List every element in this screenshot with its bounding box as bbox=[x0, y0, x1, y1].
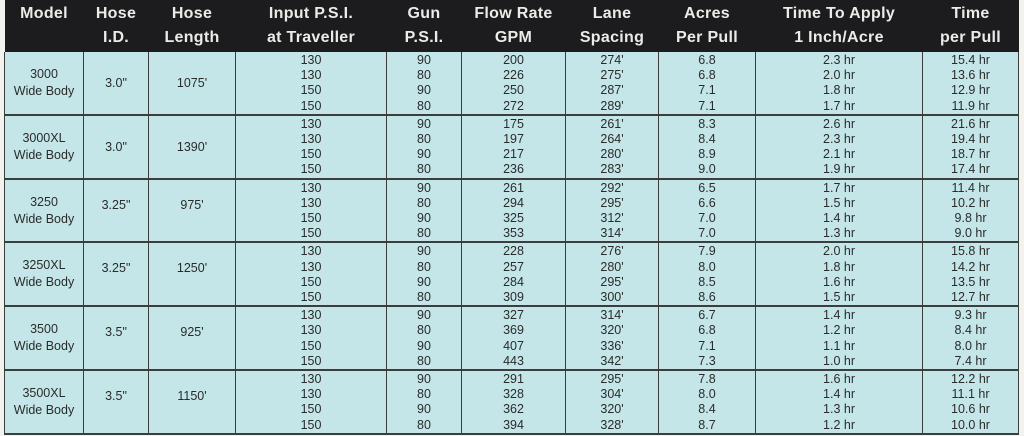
lane-spacing-value: 320' bbox=[600, 323, 624, 338]
flow-rate-value: 291 bbox=[503, 372, 524, 387]
cell-time-to-apply bbox=[756, 52, 923, 115]
acres-per-pull-value: 7.3 bbox=[698, 353, 716, 368]
input-psi-value: 150 bbox=[300, 162, 322, 177]
time-per-pull-value: 12.2 hr bbox=[951, 372, 990, 387]
acres-per-pull-value: 6.5 bbox=[698, 180, 716, 195]
header-line2: GPM bbox=[494, 29, 533, 46]
model-name-body: Wide Body bbox=[13, 275, 75, 290]
cell-flow-rate bbox=[462, 179, 566, 243]
cell-input-psi bbox=[236, 306, 387, 370]
input-psi-value: 150 bbox=[300, 98, 322, 113]
flow-rate-value: 228 bbox=[503, 244, 524, 259]
flow-rate-value: 362 bbox=[503, 402, 524, 417]
cell-gun-psi bbox=[387, 370, 462, 434]
input-psi-value: 150 bbox=[300, 274, 322, 289]
time-per-pull-value: 8.0 hr bbox=[954, 338, 987, 353]
input-psi-value: 130 bbox=[300, 132, 322, 147]
lane-spacing-value: 295' bbox=[600, 372, 624, 387]
cell-input-psi bbox=[236, 242, 387, 306]
gun-psi-value: 80 bbox=[417, 387, 431, 402]
cell-acres-per-pull bbox=[659, 242, 756, 306]
spec-table-container bbox=[4, 0, 1020, 432]
column-header-input-psi bbox=[236, 0, 387, 52]
input-psi-value: 150 bbox=[300, 147, 322, 162]
gun-psi-value: 90 bbox=[417, 83, 431, 98]
gun-psi-value: 90 bbox=[417, 147, 431, 162]
flow-rate-value: 272 bbox=[503, 98, 524, 113]
acres-per-pull-value: 7.1 bbox=[698, 338, 716, 353]
cell-time-per-pull bbox=[923, 306, 1019, 370]
lane-spacing-value: 328' bbox=[600, 417, 624, 432]
input-psi-value: 130 bbox=[300, 68, 322, 83]
lane-spacing-value: 314' bbox=[600, 308, 624, 323]
time-per-pull-value: 8.4 hr bbox=[954, 323, 987, 338]
gun-psi-value: 80 bbox=[417, 195, 431, 210]
input-psi-value: 130 bbox=[300, 180, 322, 195]
time-per-pull-value: 13.5 hr bbox=[951, 274, 990, 289]
gun-psi-value: 80 bbox=[417, 162, 431, 177]
model-name-number: 3000 bbox=[30, 66, 58, 81]
acres-per-pull-value: 7.1 bbox=[698, 83, 716, 98]
input-psi-value: 130 bbox=[300, 323, 322, 338]
model-group-row bbox=[5, 242, 1019, 306]
flow-rate-value: 327 bbox=[503, 308, 524, 323]
cell-model bbox=[5, 52, 84, 115]
model-group-row bbox=[5, 52, 1019, 115]
cell-hose-length: 1390' bbox=[149, 115, 236, 179]
header-line1: Flow Rate bbox=[474, 5, 553, 22]
time-per-pull-value: 21.6 hr bbox=[951, 116, 990, 131]
time-per-pull-value: 12.9 hr bbox=[951, 83, 990, 98]
cell-hose-id: 3.0" bbox=[84, 52, 149, 115]
input-psi-value: 150 bbox=[300, 211, 322, 226]
gun-psi-value: 90 bbox=[417, 338, 431, 353]
acres-per-pull-value: 7.0 bbox=[698, 211, 716, 226]
column-header-lane-spacing bbox=[566, 0, 659, 52]
flow-rate-value: 284 bbox=[503, 274, 524, 289]
time-per-pull-value: 10.2 hr bbox=[951, 195, 990, 210]
lane-spacing-value: 289' bbox=[600, 98, 624, 113]
cell-hose-id: 3.5" bbox=[84, 370, 149, 434]
input-psi-value: 150 bbox=[300, 290, 322, 305]
flow-rate-value: 261 bbox=[503, 180, 524, 195]
time-to-apply-value: 1.1 hr bbox=[823, 338, 855, 353]
cell-gun-psi bbox=[387, 242, 462, 306]
flow-rate-value: 394 bbox=[503, 417, 524, 432]
table-header bbox=[5, 0, 1019, 52]
acres-per-pull-value: 8.3 bbox=[698, 116, 716, 131]
column-header-acres-per-pull bbox=[659, 0, 756, 52]
input-psi-value: 130 bbox=[300, 308, 322, 323]
cell-input-psi bbox=[236, 370, 387, 434]
model-name-number: 3250XL bbox=[22, 258, 66, 273]
cell-hose-length: 1250' bbox=[149, 242, 236, 306]
model-name-number: 3250 bbox=[30, 194, 58, 209]
cell-hose-id: 3.25" bbox=[84, 179, 149, 243]
cell-gun-psi bbox=[387, 115, 462, 179]
cell-hose-length: 1150' bbox=[149, 370, 236, 434]
cell-hose-length: 1075' bbox=[149, 52, 236, 115]
input-psi-value: 150 bbox=[300, 338, 322, 353]
lane-spacing-value: 275' bbox=[600, 68, 624, 83]
column-header-hose-id bbox=[84, 0, 149, 52]
cell-lane-spacing bbox=[566, 370, 659, 434]
lane-spacing-value: 300' bbox=[600, 290, 624, 305]
lane-spacing-value: 320' bbox=[600, 402, 624, 417]
time-to-apply-value: 1.6 hr bbox=[823, 372, 855, 387]
cell-time-per-pull bbox=[923, 242, 1019, 306]
cell-lane-spacing bbox=[566, 115, 659, 179]
time-per-pull-value: 19.4 hr bbox=[951, 132, 990, 147]
model-name-body: Wide Body bbox=[13, 83, 75, 98]
time-per-pull-value: 9.3 hr bbox=[954, 308, 987, 323]
header-line1: Acres bbox=[684, 5, 730, 22]
lane-spacing-value: 295' bbox=[600, 274, 624, 289]
gun-psi-value: 80 bbox=[417, 259, 431, 274]
input-psi-value: 130 bbox=[300, 259, 322, 274]
header-line1: Gun bbox=[407, 5, 441, 22]
input-psi-value: 130 bbox=[300, 244, 322, 259]
acres-per-pull-value: 7.0 bbox=[698, 226, 716, 241]
time-to-apply-value: 1.4 hr bbox=[823, 387, 855, 402]
flow-rate-value: 369 bbox=[503, 323, 524, 338]
acres-per-pull-value: 9.0 bbox=[698, 162, 716, 177]
flow-rate-value: 250 bbox=[503, 83, 524, 98]
time-per-pull-value: 18.7 hr bbox=[951, 147, 990, 162]
cell-lane-spacing bbox=[566, 306, 659, 370]
time-to-apply-value: 1.9 hr bbox=[823, 162, 855, 177]
cell-input-psi bbox=[236, 115, 387, 179]
cell-time-per-pull bbox=[923, 370, 1019, 434]
time-to-apply-value: 1.8 hr bbox=[823, 259, 855, 274]
time-to-apply-value: 1.7 hr bbox=[823, 180, 855, 195]
flow-rate-value: 309 bbox=[503, 290, 524, 305]
time-per-pull-value: 12.7 hr bbox=[951, 290, 990, 305]
cell-model bbox=[5, 242, 84, 306]
time-to-apply-value: 2.0 hr bbox=[823, 244, 855, 259]
input-psi-value: 130 bbox=[300, 387, 322, 402]
time-per-pull-value: 10.0 hr bbox=[951, 417, 990, 432]
header-line1: Input P.S.I. bbox=[268, 5, 354, 22]
column-header-gun-psi bbox=[387, 0, 462, 52]
flow-rate-value: 236 bbox=[503, 162, 524, 177]
cell-input-psi bbox=[236, 52, 387, 115]
cell-flow-rate bbox=[462, 52, 566, 115]
flow-rate-value: 325 bbox=[503, 211, 524, 226]
cell-lane-spacing bbox=[566, 179, 659, 243]
time-per-pull-value: 14.2 hr bbox=[951, 259, 990, 274]
cell-gun-psi bbox=[387, 179, 462, 243]
header-line1: Lane bbox=[592, 5, 632, 22]
cell-time-to-apply bbox=[756, 115, 923, 179]
model-group-row bbox=[5, 370, 1019, 434]
cell-acres-per-pull bbox=[659, 52, 756, 115]
time-to-apply-value: 1.8 hr bbox=[823, 83, 855, 98]
gun-psi-value: 80 bbox=[417, 68, 431, 83]
time-per-pull-value: 7.4 hr bbox=[954, 353, 987, 368]
gun-psi-value: 90 bbox=[417, 180, 431, 195]
lane-spacing-value: 287' bbox=[600, 83, 624, 98]
gun-psi-value: 90 bbox=[417, 308, 431, 323]
time-to-apply-value: 1.4 hr bbox=[823, 211, 855, 226]
acres-per-pull-value: 8.9 bbox=[698, 147, 716, 162]
acres-per-pull-value: 6.8 bbox=[698, 53, 716, 67]
column-header-time-to-apply bbox=[756, 0, 923, 52]
acres-per-pull-value: 8.0 bbox=[698, 259, 716, 274]
time-per-pull-value: 9.0 hr bbox=[954, 226, 987, 241]
gun-psi-value: 90 bbox=[417, 116, 431, 131]
header-line2: per Pull bbox=[939, 29, 1002, 46]
input-psi-value: 150 bbox=[300, 402, 322, 417]
column-header-time-per-pull bbox=[923, 0, 1019, 52]
time-to-apply-value: 1.5 hr bbox=[823, 290, 855, 305]
header-line2: at Traveller bbox=[266, 29, 356, 46]
time-per-pull-value: 15.4 hr bbox=[951, 53, 990, 67]
lane-spacing-value: 261' bbox=[600, 116, 624, 131]
acres-per-pull-value: 6.8 bbox=[698, 323, 716, 338]
cell-hose-id: 3.25" bbox=[84, 242, 149, 306]
time-to-apply-value: 2.3 hr bbox=[823, 132, 855, 147]
cell-hose-id: 3.0" bbox=[84, 115, 149, 179]
input-psi-value: 130 bbox=[300, 195, 322, 210]
time-to-apply-value: 1.0 hr bbox=[823, 353, 855, 368]
cell-flow-rate bbox=[462, 115, 566, 179]
time-per-pull-value: 11.4 hr bbox=[951, 180, 990, 195]
acres-per-pull-value: 7.8 bbox=[698, 372, 716, 387]
header-line2: Per Pull bbox=[676, 29, 738, 46]
column-header-hose-length bbox=[149, 0, 236, 52]
input-psi-value: 150 bbox=[300, 417, 322, 432]
acres-per-pull-value: 8.7 bbox=[698, 417, 716, 432]
traveller-spec-table bbox=[4, 0, 1019, 435]
cell-hose-length: 975' bbox=[149, 179, 236, 243]
cell-acres-per-pull bbox=[659, 370, 756, 434]
cell-model bbox=[5, 306, 84, 370]
gun-psi-value: 80 bbox=[417, 132, 431, 147]
gun-psi-value: 90 bbox=[417, 244, 431, 259]
flow-rate-value: 443 bbox=[503, 353, 524, 368]
model-name-number: 3000XL bbox=[22, 130, 66, 145]
flow-rate-value: 353 bbox=[503, 226, 524, 241]
input-psi-value: 150 bbox=[300, 83, 322, 98]
acres-per-pull-value: 6.7 bbox=[698, 308, 716, 323]
cell-acres-per-pull bbox=[659, 306, 756, 370]
model-name-body: Wide Body bbox=[13, 147, 75, 162]
model-name-body: Wide Body bbox=[13, 402, 75, 417]
gun-psi-value: 90 bbox=[417, 402, 431, 417]
cell-time-per-pull bbox=[923, 179, 1019, 243]
time-per-pull-value: 11.9 hr bbox=[951, 98, 990, 113]
cell-model bbox=[5, 179, 84, 243]
flow-rate-value: 197 bbox=[503, 132, 524, 147]
acres-per-pull-value: 8.0 bbox=[698, 387, 716, 402]
lane-spacing-value: 280' bbox=[600, 259, 624, 274]
header-line1: Time To Apply bbox=[782, 5, 896, 22]
time-to-apply-value: 2.1 hr bbox=[823, 147, 855, 162]
time-to-apply-value: 1.2 hr bbox=[823, 323, 855, 338]
header-line2: P.S.I. bbox=[404, 29, 444, 46]
time-to-apply-value: 1.7 hr bbox=[823, 98, 855, 113]
time-per-pull-value: 15.8 hr bbox=[951, 244, 990, 259]
cell-acres-per-pull bbox=[659, 115, 756, 179]
acres-per-pull-value: 8.4 bbox=[698, 402, 716, 417]
time-per-pull-value: 10.6 hr bbox=[951, 402, 990, 417]
input-psi-value: 130 bbox=[300, 116, 322, 131]
lane-spacing-value: 264' bbox=[600, 132, 624, 147]
lane-spacing-value: 283' bbox=[600, 162, 624, 177]
lane-spacing-value: 312' bbox=[600, 211, 624, 226]
gun-psi-value: 90 bbox=[417, 211, 431, 226]
lane-spacing-value: 336' bbox=[600, 338, 624, 353]
gun-psi-value: 90 bbox=[417, 274, 431, 289]
header-line2: Length bbox=[164, 29, 220, 46]
cell-lane-spacing bbox=[566, 242, 659, 306]
table-body bbox=[5, 52, 1019, 434]
cell-model bbox=[5, 370, 84, 434]
time-to-apply-value: 1.4 hr bbox=[823, 308, 855, 323]
cell-input-psi bbox=[236, 179, 387, 243]
flow-rate-value: 407 bbox=[503, 338, 524, 353]
time-per-pull-value: 17.4 hr bbox=[951, 162, 990, 177]
cell-acres-per-pull bbox=[659, 179, 756, 243]
lane-spacing-value: 342' bbox=[600, 353, 624, 368]
acres-per-pull-value: 6.6 bbox=[698, 195, 716, 210]
model-name-number: 3500XL bbox=[22, 385, 66, 400]
acres-per-pull-value: 8.5 bbox=[698, 274, 716, 289]
flow-rate-value: 257 bbox=[503, 259, 524, 274]
model-group-row bbox=[5, 179, 1019, 243]
cell-gun-psi bbox=[387, 306, 462, 370]
header-row bbox=[5, 0, 1019, 52]
cell-hose-length: 925' bbox=[149, 306, 236, 370]
lane-spacing-value: 276' bbox=[600, 244, 624, 259]
header-line1: Hose bbox=[95, 5, 137, 22]
cell-flow-rate bbox=[462, 242, 566, 306]
time-per-pull-value: 11.1 hr bbox=[951, 387, 990, 402]
cell-lane-spacing bbox=[566, 52, 659, 115]
input-psi-value: 150 bbox=[300, 353, 322, 368]
header-line2: 1 Inch/Acre bbox=[794, 29, 884, 46]
lane-spacing-value: 274' bbox=[600, 53, 624, 67]
flow-rate-value: 226 bbox=[503, 68, 524, 83]
flow-rate-value: 200 bbox=[503, 53, 524, 67]
acres-per-pull-value: 7.9 bbox=[698, 244, 716, 259]
time-to-apply-value: 2.3 hr bbox=[823, 53, 855, 67]
acres-per-pull-value: 8.6 bbox=[698, 290, 716, 305]
cell-time-to-apply bbox=[756, 242, 923, 306]
gun-psi-value: 80 bbox=[417, 226, 431, 241]
header-line2 bbox=[5, 26, 84, 50]
gun-psi-value: 80 bbox=[417, 98, 431, 113]
gun-psi-value: 80 bbox=[417, 323, 431, 338]
cell-time-per-pull bbox=[923, 52, 1019, 115]
model-group-row bbox=[5, 115, 1019, 179]
time-to-apply-value: 1.3 hr bbox=[823, 402, 855, 417]
time-to-apply-value: 1.2 hr bbox=[823, 417, 855, 432]
acres-per-pull-value: 6.8 bbox=[698, 68, 716, 83]
model-group-row bbox=[5, 306, 1019, 370]
time-to-apply-value: 1.3 hr bbox=[823, 226, 855, 241]
lane-spacing-value: 304' bbox=[600, 387, 624, 402]
flow-rate-value: 328 bbox=[503, 387, 524, 402]
time-to-apply-value: 1.5 hr bbox=[823, 195, 855, 210]
input-psi-value: 130 bbox=[300, 53, 322, 67]
column-header-model bbox=[5, 0, 84, 52]
header-line1: Time bbox=[951, 5, 990, 22]
flow-rate-value: 294 bbox=[503, 195, 524, 210]
time-per-pull-value: 13.6 hr bbox=[951, 68, 990, 83]
cell-time-per-pull bbox=[923, 115, 1019, 179]
cell-time-to-apply bbox=[756, 306, 923, 370]
cell-flow-rate bbox=[462, 306, 566, 370]
flow-rate-value: 175 bbox=[503, 116, 524, 131]
time-per-pull-value: 9.8 hr bbox=[954, 211, 987, 226]
acres-per-pull-value: 7.1 bbox=[698, 98, 716, 113]
lane-spacing-value: 314' bbox=[600, 226, 624, 241]
model-name-body: Wide Body bbox=[13, 339, 75, 354]
cell-time-to-apply bbox=[756, 370, 923, 434]
header-line2: Spacing bbox=[579, 29, 645, 46]
time-to-apply-value: 2.0 hr bbox=[823, 68, 855, 83]
time-to-apply-value: 1.6 hr bbox=[823, 274, 855, 289]
header-line2: I.D. bbox=[102, 29, 130, 46]
gun-psi-value: 80 bbox=[417, 417, 431, 432]
input-psi-value: 130 bbox=[300, 372, 322, 387]
model-name-number: 3500 bbox=[30, 322, 58, 337]
lane-spacing-value: 280' bbox=[600, 147, 624, 162]
header-line1: Hose bbox=[171, 5, 213, 22]
cell-hose-id: 3.5" bbox=[84, 306, 149, 370]
column-header-flow-rate bbox=[462, 0, 566, 52]
lane-spacing-value: 295' bbox=[600, 195, 624, 210]
lane-spacing-value: 292' bbox=[600, 180, 624, 195]
cell-model bbox=[5, 115, 84, 179]
cell-time-to-apply bbox=[756, 179, 923, 243]
header-line1: Model bbox=[20, 5, 68, 22]
gun-psi-value: 80 bbox=[417, 353, 431, 368]
gun-psi-value: 80 bbox=[417, 290, 431, 305]
model-name-body: Wide Body bbox=[13, 211, 75, 226]
flow-rate-value: 217 bbox=[503, 147, 524, 162]
input-psi-value: 150 bbox=[300, 226, 322, 241]
cell-gun-psi bbox=[387, 52, 462, 115]
gun-psi-value: 90 bbox=[417, 372, 431, 387]
acres-per-pull-value: 8.4 bbox=[698, 132, 716, 147]
cell-flow-rate bbox=[462, 370, 566, 434]
gun-psi-value: 90 bbox=[417, 53, 431, 67]
time-to-apply-value: 2.6 hr bbox=[823, 116, 855, 131]
